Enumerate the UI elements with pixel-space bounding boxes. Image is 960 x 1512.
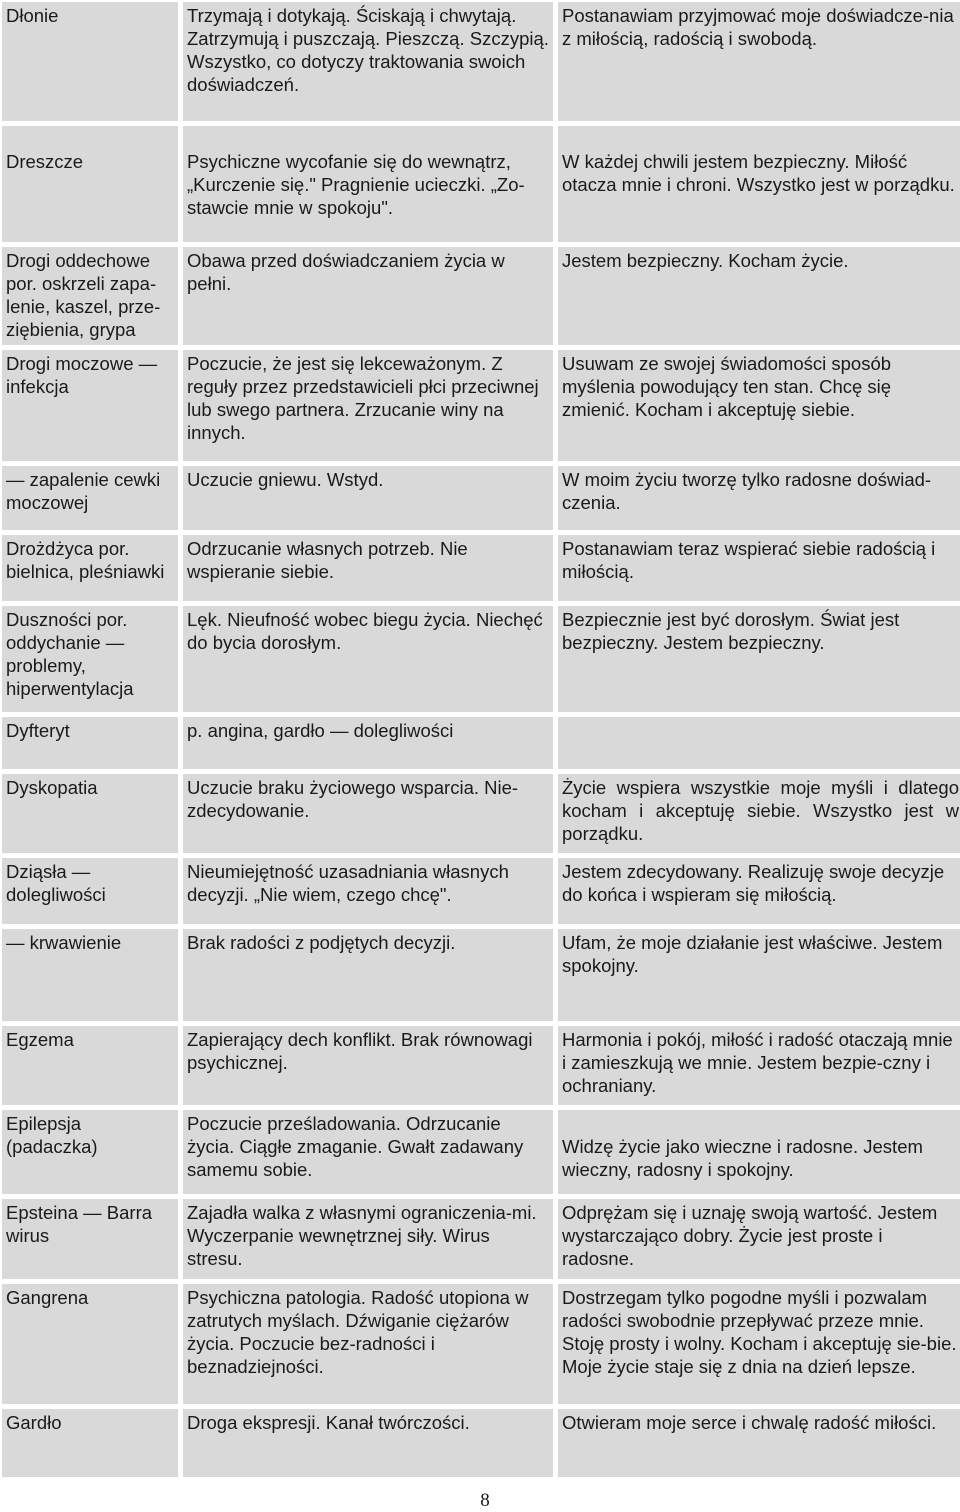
ailment-cause: Lęk. Nieufność wobec biegu życia. Niechęć do bycia dorosłym. (183, 606, 553, 712)
ailment-affirmation: Otwieram moje serce i chwalę radość miłości. (558, 1409, 960, 1477)
ailment-affirmation: Usuwam ze swojej świadomości sposób myślenia powodujący ten stan. Chcę się zmienić. Kocham i akceptuję siebie. (558, 350, 960, 461)
table-row (2, 535, 960, 601)
ailment-cause: Trzymają i dotykają. Ściskają i chwytają. Zatrzymują i puszczają. Pieszczą. Szczypią. Wszystko, co dotyczy traktowania swoich doświadczeń. (183, 2, 553, 121)
ailment-name: — zapalenie cewki moczowej (2, 466, 178, 530)
ailment-cause: Psychiczna patologia. Radość utopiona w zatrutych myślach. Dźwiganie ciężarów życia. Poczucie bez-radności i beznadziejności. (183, 1284, 553, 1404)
table-row (2, 1409, 960, 1477)
ailment-affirmation (558, 717, 960, 769)
ailment-affirmation: Odprężam się i uznaję swoją wartość. Jestem wystarczająco dobry. Życie jest proste i radosne. (558, 1199, 960, 1279)
ailment-name: Egzema (2, 1026, 178, 1105)
ailment-affirmation: Jestem zdecydowany. Realizuję swoje decyzje do końca i wspieram się miłością. (558, 858, 960, 924)
ailment-cause: Uczucie gniewu. Wstyd. (183, 466, 553, 530)
page-number: 8 (480, 1490, 490, 1511)
ailment-affirmation: Postanawiam przyjmować moje doświadcze-nia z miłością, radością i swobodą. (558, 2, 960, 121)
ailment-name: Dyskopatia (2, 774, 178, 853)
ailment-cause: Uczucie braku życiowego wsparcia. Nie-zdecydowanie. (183, 774, 553, 853)
ailment-name: Dłonie (2, 2, 178, 121)
ailment-affirmation: Bezpiecznie jest być dorosłym. Świat jest bezpieczny. Jestem bezpieczny. (558, 606, 960, 712)
table-row (2, 858, 960, 924)
table-row (2, 1284, 960, 1404)
table-row (2, 350, 960, 461)
table-row (2, 1199, 960, 1279)
ailment-name: Dyfteryt (2, 717, 178, 769)
ailment-name: Dreszcze (2, 126, 178, 242)
ailment-cause: Brak radości z podjętych decyzji. (183, 929, 553, 1021)
ailment-affirmation: Jestem bezpieczny. Kocham życie. (558, 247, 960, 345)
ailment-cause: Poczucie, że jest się lekceważonym. Z reguły przez przedstawicieli płci przeciwnej lub swego partnera. Zrzucanie winy na innych. (183, 350, 553, 461)
ailment-name: Duszności por. oddychanie — problemy, hiperwentylacja (2, 606, 178, 712)
table-row (2, 126, 960, 242)
ailment-cause: Zapierający dech konflikt. Brak równowagi psychicznej. (183, 1026, 553, 1105)
ailment-cause: Odrzucanie własnych potrzeb. Nie wspieranie siebie. (183, 535, 553, 601)
ailment-name: Gardło (2, 1409, 178, 1477)
ailment-cause: Poczucie prześladowania. Odrzucanie życia. Ciągłe zmaganie. Gwałt zadawany samemu sobie. (183, 1110, 553, 1194)
ailment-name: Drogi moczowe — infekcja (2, 350, 178, 461)
ailment-name: Epilepsja (padaczka) (2, 1110, 178, 1194)
table-row (2, 717, 960, 769)
ailment-affirmation: Postanawiam teraz wspierać siebie radością i miłością. (558, 535, 960, 601)
table-row (2, 1110, 960, 1194)
ailment-affirmation: W każdej chwili jestem bezpieczny. Miłość otacza mnie i chroni. Wszystko jest w porządku. (558, 126, 960, 242)
ailment-cause: p. angina, gardło — dolegliwości (183, 717, 553, 769)
ailment-affirmation: Ufam, że moje działanie jest właściwe. Jestem spokojny. (558, 929, 960, 1021)
ailment-cause: Zajadła walka z własnymi ograniczenia-mi. Wyczerpanie wewnętrznej siły. Wirus stresu. (183, 1199, 553, 1279)
ailment-name: Gangrena (2, 1284, 178, 1404)
table-row (2, 606, 960, 712)
ailment-affirmation: Widzę życie jako wieczne i radosne. Jestem wieczny, radosny i spokojny. (558, 1110, 960, 1194)
ailment-name: Drogi oddechowe por. oskrzeli zapa-lenie, kaszel, prze-ziębienia, grypa (2, 247, 178, 345)
table-row (2, 247, 960, 345)
ailment-affirmation: Życie wspiera wszystkie moje myśli i dlatego kocham i akceptuję siebie. Wszystko jest w porządku. (558, 774, 960, 853)
ailment-affirmation: Harmonia i pokój, miłość i radość otaczają mnie i zamieszkują we mnie. Jestem bezpie-czny i ochraniany. (558, 1026, 960, 1105)
ailment-name: — krwawienie (2, 929, 178, 1021)
ailment-name: Drożdżyca por. bielnica, pleśniawki (2, 535, 178, 601)
ailment-affirmation: W moim życiu tworzę tylko radosne doświad-czenia. (558, 466, 960, 530)
table-row (2, 774, 960, 853)
table-row (2, 466, 960, 530)
ailment-affirmation: Dostrzegam tylko pogodne myśli i pozwalam radości swobodnie przepływać przeze mnie. Stoję prosty i wolny. Kocham i akceptuję sie-bie. Moje życie staje się z dnia na dzień lepsze. (558, 1284, 960, 1404)
ailment-cause: Nieumiejętność uzasadniania własnych decyzji. „Nie wiem, czego chcę". (183, 858, 553, 924)
ailment-cause: Droga ekspresji. Kanał twórczości. (183, 1409, 553, 1477)
ailment-cause: Obawa przed doświadczaniem życia w pełni. (183, 247, 553, 345)
table-row (2, 1026, 960, 1105)
ailment-name: Epsteina — Barra wirus (2, 1199, 178, 1279)
table-row (2, 2, 960, 121)
ailment-name: Dziąsła — dolegliwości (2, 858, 178, 924)
table-row (2, 929, 960, 1021)
ailment-cause: Psychiczne wycofanie się do wewnątrz, „Kurczenie się." Pragnienie ucieczki. „Zo-stawcie mnie w spokoju". (183, 126, 553, 242)
